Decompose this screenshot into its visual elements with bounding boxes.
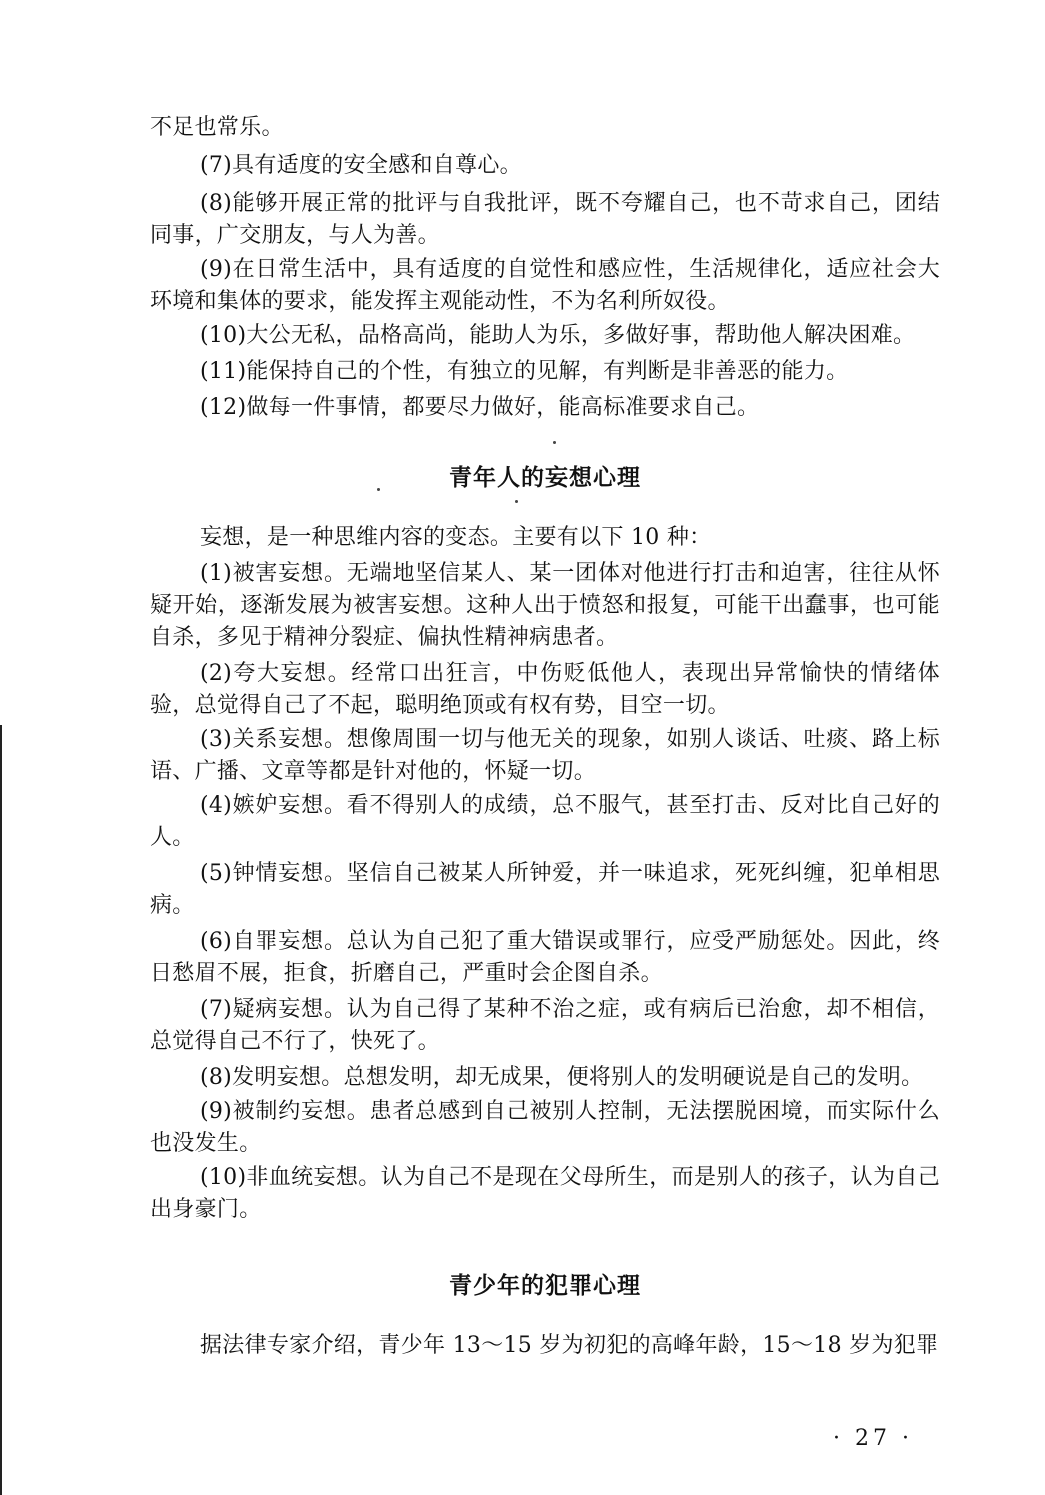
section-heading-crime: 青少年的犯罪心理 <box>449 1273 641 1299</box>
list-item-7: (7)具有适度的安全感和自尊心。 <box>200 153 522 178</box>
delusion-item-4: (4)嫉妒妄想。看不得别人的成绩，总不服气，甚至打击、反对比自己好的人。 <box>150 793 940 850</box>
delusion-item-9: (9)被制约妄想。患者总感到自己被别人控制，无法摆脱困境，而实际什么也没发生。 <box>150 1099 940 1156</box>
page-number: · 27 · <box>833 1426 913 1451</box>
section-heading-delusion: 青年人的妄想心理 <box>449 465 641 491</box>
list-item-9: (9)在日常生活中，具有适度的自觉性和感应性，生活规律化，适应社会大环境和集体的要求，能发挥主观能动性，不为名利所奴役。 <box>150 257 940 314</box>
scan-speck <box>553 441 556 444</box>
section2-intro: 据法律专家介绍，青少年 13～15 岁为初犯的高峰年龄，15～18 岁为犯罪 <box>200 1333 939 1358</box>
delusion-item-6: (6)自罪妄想。总认为自己犯了重大错误或罪行，应受严励惩处。因此，终日愁眉不展，拒食，折磨自己，严重时会企图自杀。 <box>150 929 940 986</box>
delusion-item-2: (2)夸大妄想。经常口出狂言，中伤贬低他人，表现出异常愉快的情绪体验，总觉得自己了不起，聪明绝顶或有权有势，目空一切。 <box>150 661 940 718</box>
scan-speck <box>377 488 380 491</box>
scan-margin-line <box>0 725 2 1495</box>
section1-intro: 妄想，是一种思维内容的变态。主要有以下 10 种： <box>200 525 712 550</box>
list-item-8: (8)能够开展正常的批评与自我批评，既不夸耀自己，也不苛求自己，团结同事，广交朋友，与人为善。 <box>150 191 940 248</box>
scan-speck <box>515 500 518 503</box>
delusion-item-3: (3)关系妄想。想像周围一切与他无关的现象，如别人谈话、吐痰、路上标语、广播、文章等都是针对他的，怀疑一切。 <box>150 727 940 784</box>
delusion-item-10: (10)非血统妄想。认为自己不是现在父母所生，而是别人的孩子，认为自己出身豪门。 <box>150 1165 940 1222</box>
list-item-12: (12)做每一件事情，都要尽力做好，能高标准要求自己。 <box>200 395 760 420</box>
list-item-10: (10)大公无私，品格高尚，能助人为乐，多做好事，帮助他人解决困难。 <box>200 323 916 348</box>
delusion-item-5: (5)钟情妄想。坚信自己被某人所钟爱，并一味追求，死死纠缠，犯单相思病。 <box>150 861 940 918</box>
delusion-item-1: (1)被害妄想。无端地坚信某人、某一团体对他进行打击和迫害，往往从怀疑开始，逐渐发展为被害妄想。这种人出于愤怒和报复，可能干出蠢事，也可能自杀，多见于精神分裂症、偏执性精神病患者。 <box>150 561 940 650</box>
list-item-11: (11)能保持自己的个性，有独立的见解，有判断是非善恶的能力。 <box>200 359 849 384</box>
delusion-item-8: (8)发明妄想。总想发明，却无成果，便将别人的发明硬说是自己的发明。 <box>200 1065 924 1090</box>
delusion-item-7: (7)疑病妄想。认为自己得了某种不治之症，或有病后已治愈，却不相信，总觉得自己不行了，快死了。 <box>150 997 940 1054</box>
paragraph-continuation: 不足也常乐。 <box>150 115 284 140</box>
